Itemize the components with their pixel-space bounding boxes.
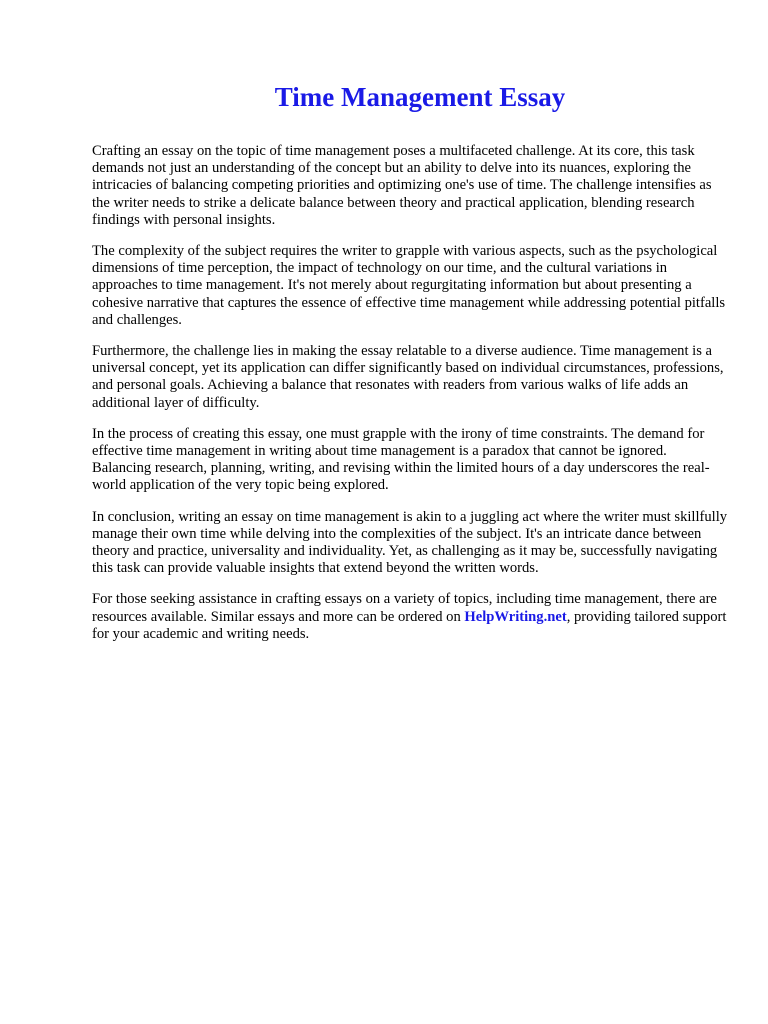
paragraph-6-text-after-link: , providing tailored support for your academic and writing needs. xyxy=(92,608,727,642)
paragraph-1: Crafting an essay on the topic of time management poses a multifaceted challenge. At its core, this task demands not just an understanding of the concept but an ability to delve into its nuances, exploring the intricacies of balancing competing priorities and optimizing one's use of time. The challenge intensifies as the writer needs to strike a delicate balance between theory and practical application, blending research findings with personal insights. xyxy=(92,143,712,228)
document-title: Time Management Essay xyxy=(274,82,566,112)
paragraph-2: The complexity of the subject requires the writer to grapple with various aspects, such as the psychological dimensions of time perception, the impact of technology on our time, and the cultural variations in approaches to time management. It's not merely about regurgitating information but about presenting a cohesive narrative that captures the essence of effective time management while addressing potential pitfalls and challenges. xyxy=(92,243,726,328)
helpwriting-link[interactable]: HelpWriting.net xyxy=(464,608,567,625)
paragraph-6 xyxy=(92,591,728,643)
paragraph-5: In conclusion, writing an essay on time management is akin to a juggling act where the writer must skillfully manage their own time while delving into the complexities of the subject. It's an intricate dance between theory and practice, universality and individuality. Yet, as challenging as it may be, successfully navigating this task can provide valuable insights that extend beyond the written words. xyxy=(92,508,728,577)
paragraph-6-text-before-link: For those seeking assistance in crafting essays on a variety of topics, including time management, there are resources available. Similar essays and more can be ordered on xyxy=(92,591,717,625)
paragraph-4: In the process of creating this essay, one must grapple with the irony of time constraints. The demand for effective time management in writing about time management is a paradox that cannot be ignored. Balancing research, planning, writing, and revising within the limited hours of a day underscores the real-world application of the very topic being explored. xyxy=(92,425,710,494)
paragraph-3: Furthermore, the challenge lies in making the essay relatable to a diverse audience. Time management is a universal concept, yet its application can differ significantly based on individual circumstances, professions, and personal goals. Achieving a balance that resonates with readers from various walks of life adds an additional layer of difficulty. xyxy=(92,343,724,411)
